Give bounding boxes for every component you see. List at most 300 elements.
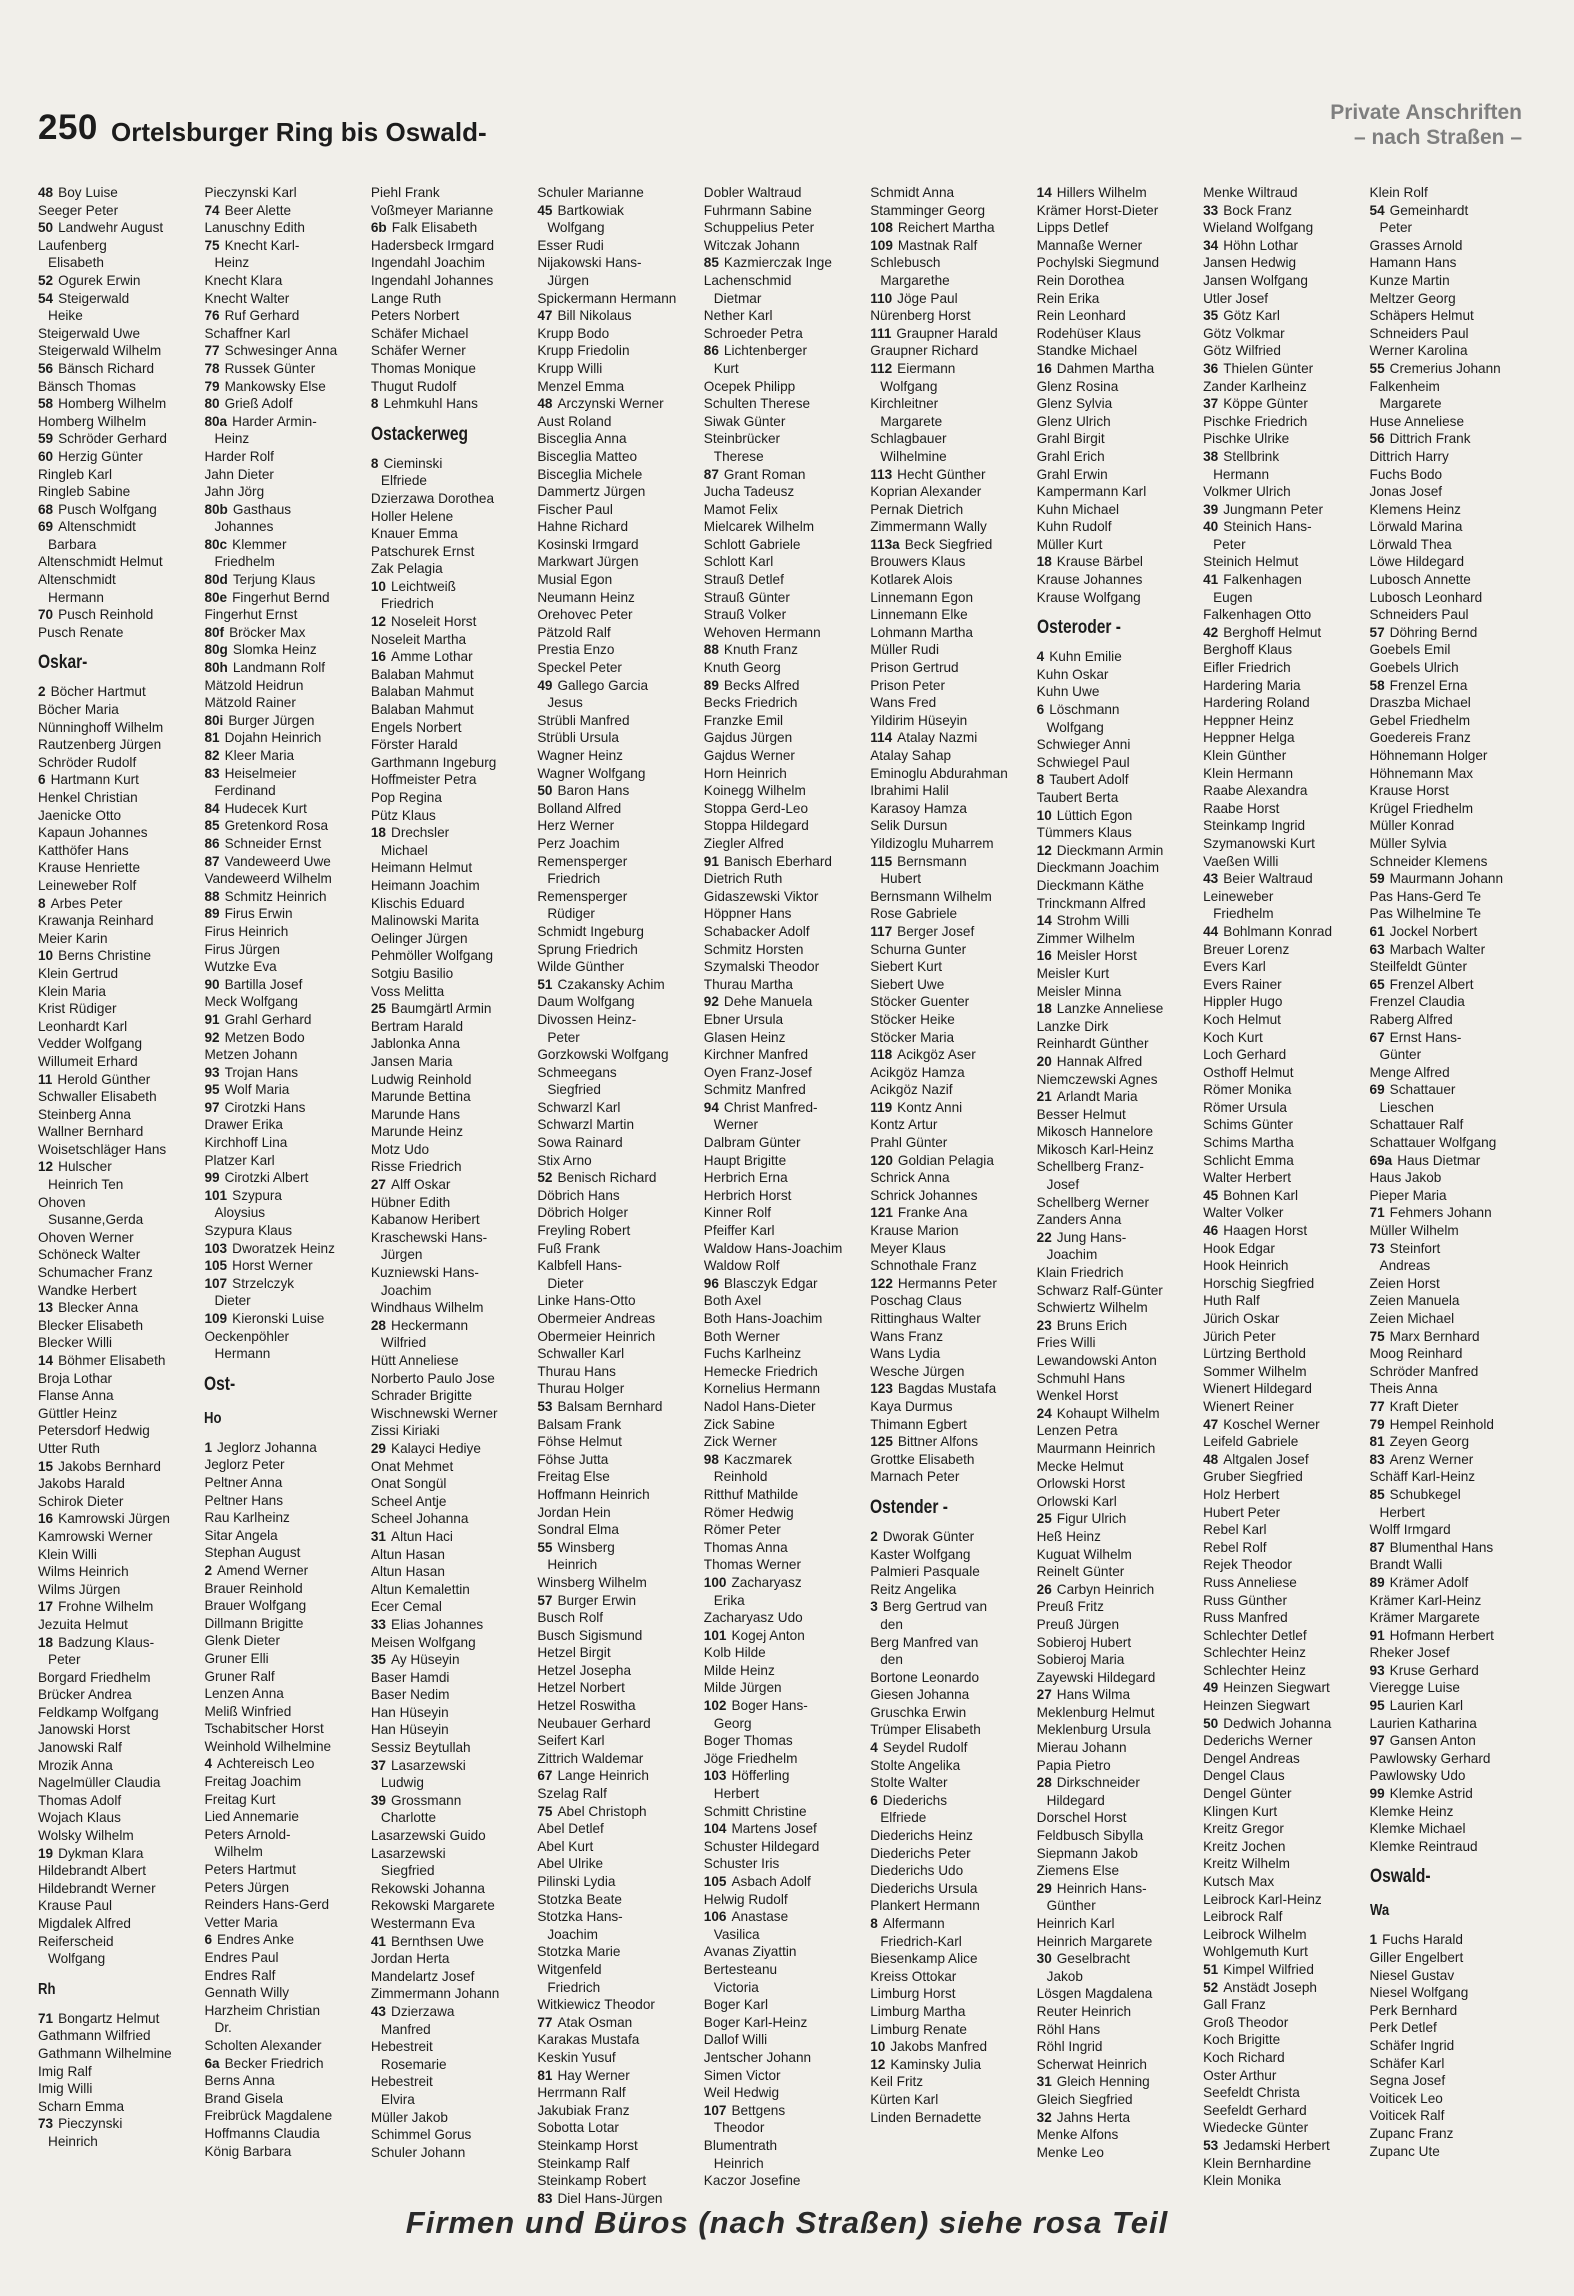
directory-entry [537,800,697,818]
resident-name: Holler Helene [370,508,454,524]
directory-entry [870,1985,1030,2003]
directory-entry [371,1194,531,1212]
house-number: 85 [1369,1486,1385,1502]
directory-entry [870,1099,1030,1117]
directory-entry [204,1222,364,1240]
resident-name: Wans Lydia [870,1346,941,1362]
entry-continuation [1370,1257,1530,1275]
directory-entry [537,1767,697,1785]
resident-name: Jakobs Bernhard [58,1458,161,1474]
resident-name: Atak Osman [557,2014,633,2030]
resident-name: Gretenkord Rosa [224,818,329,834]
directory-entry [371,395,531,413]
resident-name: Linke Hans-Otto [537,1293,636,1309]
resident-name: Hulscher [58,1159,112,1175]
resident-name: Siegfried [380,1863,435,1879]
directory-entry [204,1046,364,1064]
directory-entry [38,1686,198,1704]
directory-entry [537,290,697,308]
directory-entry [1370,1292,1530,1310]
resident-name: Jungmann Peter [1223,501,1323,517]
resident-name: Gebel Friedhelm [1369,712,1471,728]
resident-name: Klemens Heinz [1369,501,1461,517]
house-number: 79 [1369,1416,1385,1432]
resident-name: Friedrich-Karl [880,1933,962,1949]
resident-name: Russ Anneliese [1203,1574,1297,1590]
directory-entry [38,290,198,308]
house-number: 95 [1369,1698,1385,1714]
directory-entry [1370,1433,1530,1451]
resident-name: Risse Friedrich [370,1159,462,1175]
directory-entry [38,1194,198,1212]
resident-name: Selik Dursun [870,818,948,834]
house-number: 86 [204,835,220,851]
directory-entry [371,2038,531,2056]
directory-entry [204,1011,364,1029]
directory-entry [704,1732,864,1750]
directory-entry [38,842,198,860]
resident-name: Holz Herbert [1203,1486,1280,1502]
directory-entry [38,1123,198,1141]
resident-name: Abel Detlef [537,1821,604,1837]
resident-name: Gajdus Werner [703,748,795,763]
resident-name: Lehmkuhl Hans [383,396,478,412]
directory-entry [1037,1053,1197,1071]
house-number: 77 [537,2014,553,2030]
resident-name: Leineweber [1203,888,1274,904]
resident-name: Meisler Minna [1036,983,1122,999]
entry-continuation [704,448,864,466]
directory-entry [1203,1662,1363,1680]
directory-entry [870,466,1030,484]
resident-name: Gathmann Wilfried [38,2028,151,2044]
directory-entry [38,1229,198,1247]
house-number: 18 [370,825,386,841]
directory-entry [1370,641,1530,659]
directory-entry [537,1697,697,1715]
entry-continuation [371,842,531,860]
directory-entry [1203,1679,1363,1697]
entry-continuation [1037,1246,1197,1264]
directory-entry [537,1785,697,1803]
directory-entry [1370,694,1530,712]
resident-name: Knuth Franz [723,642,798,658]
entry-continuation [870,378,1030,396]
resident-name: Wesche Jürgen [870,1363,965,1379]
directory-entry [537,1099,697,1117]
resident-name: Voßmeyer Marianne [370,202,494,218]
resident-name: Breuer Lorenz [1203,941,1290,957]
directory-entry [1203,2119,1363,2137]
resident-name: Römer Monika [1203,1082,1292,1098]
resident-name: Höfferling [731,1768,790,1784]
resident-name: Kuzniewski Hans- [370,1265,479,1281]
directory-entry [1037,1774,1197,1792]
directory-entry [1037,877,1197,895]
resident-name: Krupp Bodo [537,325,610,341]
resident-name: Ludwig Reinhold [370,1071,472,1087]
house-number: 59 [38,431,54,447]
resident-name: Lipps Detlef [1036,220,1109,236]
resident-name: Menzel Emma [537,378,625,394]
directory-entry [1203,219,1363,237]
resident-name: Seifert Karl [537,1733,605,1749]
resident-name: Krupp Willi [537,360,603,376]
resident-name: Bittner Alfons [897,1434,979,1450]
entry-continuation [537,272,697,290]
entry-continuation [38,536,198,554]
directory-column [1037,184,1197,2207]
house-number: 58 [1369,677,1385,693]
resident-name: Volkmer Ulrich [1203,484,1291,500]
directory-entry [537,1891,697,1909]
resident-name: Taubert Berta [1036,790,1119,805]
directory-entry [537,2102,697,2120]
directory-entry [1203,677,1363,695]
resident-name: Jakobs Harald [38,1476,125,1492]
resident-name: Divossen Heinz- [537,1011,637,1027]
directory-entry [1370,360,1530,378]
directory-entry [870,1669,1030,1687]
resident-name: Krause Wolfgang [1036,589,1141,605]
directory-entry [38,1088,198,1106]
directory-entry [870,1792,1030,1810]
resident-name: Kalbfell Hans- [537,1258,622,1274]
resident-name: Jesus [547,695,583,711]
house-number: 94 [703,1099,719,1115]
resident-name: Gruner Ralf [204,1668,275,1684]
house-number: 58 [38,396,54,412]
resident-name: Hay Werner [557,2067,630,2083]
resident-name: Pfeiffer Karl [703,1223,775,1239]
resident-name: Zacharyasz [731,1574,802,1590]
resident-name: Milde Jürgen [703,1680,782,1696]
house-number: 103 [204,1240,228,1256]
directory-entry [38,1598,198,1616]
directory-entry [1203,1644,1363,1662]
resident-name: Voiticek Leo [1369,2090,1443,2106]
directory-entry [704,694,864,712]
directory-entry [371,1897,531,1915]
directory-entry [38,965,198,983]
resident-name: Knecht Klara [204,272,283,288]
resident-name: Jedamski Herbert [1223,2137,1330,2153]
entry-continuation [1037,1176,1197,1194]
resident-name: Ringleb Karl [38,466,113,482]
directory-entry [870,1950,1030,1968]
resident-name: Mankowsky Else [224,378,326,394]
resident-name: Kaminsky Julia [890,2056,981,2072]
resident-name: Marunde Heinz [370,1124,464,1140]
house-number: 1 [204,1439,212,1455]
resident-name: Sotgiu Basilio [370,965,454,981]
directory-entry [1037,930,1197,948]
resident-name: Schmidt Ingeburg [537,923,644,939]
resident-name: Yildirim Hüseyin [870,712,968,728]
directory-entry [704,378,864,396]
directory-entry [371,1352,531,1370]
resident-name: Dietmar [713,290,762,306]
directory-entry [537,1134,697,1152]
resident-name: Marnach Peter [870,1469,960,1485]
resident-name: Daum Wolfgang [537,994,635,1010]
resident-name: Mätzold Rainer [204,695,296,711]
resident-name: Reinhold [713,1469,768,1485]
resident-name: Schmidt Anna [870,185,955,200]
directory-entry [204,536,364,554]
resident-name: Thurau Holger [537,1381,625,1397]
resident-name: Scholten Alexander [204,2037,322,2053]
directory-entry [371,1845,531,1863]
directory-entry [1370,1468,1530,1486]
directory-entry [1037,2056,1197,2074]
resident-name: Bohnen Karl [1223,1187,1299,1203]
resident-name: Heimann Joachim [370,877,480,893]
resident-name: Nether Karl [703,308,773,324]
resident-name: Drawer Erika [204,1117,283,1133]
resident-name: Wenkel Horst [1036,1388,1118,1404]
directory-entry [870,1011,1030,1029]
house-number: 101 [703,1627,727,1643]
resident-name: Mastnak Ralf [897,237,978,253]
entry-continuation [537,1979,697,1997]
directory-entry [1370,1116,1530,1134]
resident-name: Jakobs Manfred [890,2039,988,2055]
resident-name: Dietrich Ruth [703,871,783,887]
directory-entry [1370,993,1530,1011]
resident-name: Dieter [214,1293,251,1309]
house-number: 13 [38,1300,54,1316]
resident-name: Wilde Günther [537,959,625,975]
resident-name: Endres Anke [217,1932,295,1948]
resident-name: Pawlowsky Udo [1369,1768,1466,1784]
directory-entry [1370,2019,1530,2037]
resident-name: Menke Leo [1036,2144,1104,2160]
entry-continuation [1370,395,1530,413]
directory-entry [1037,1546,1197,1564]
house-number: 56 [1369,431,1385,447]
resident-name: Mätzold Heidrun [204,677,304,693]
entry-continuation [38,1211,198,1229]
directory-entry [1037,1299,1197,1317]
resident-name: Leineweber Rolf [38,877,137,893]
directory-entry [204,290,364,308]
directory-entry [1203,923,1363,941]
directory-entry [38,1405,198,1423]
directory-entry [204,694,364,712]
directory-entry [38,624,198,642]
house-number: 10 [1036,807,1052,823]
directory-entry [38,1792,198,1810]
directory-entry [371,254,531,272]
directory-entry [870,1310,1030,1328]
entry-continuation [38,254,198,272]
directory-entry [1370,1345,1530,1363]
resident-name: Föhse Helmut [537,1434,622,1450]
house-number: 17 [38,1599,54,1615]
directory-entry [1203,1046,1363,1064]
resident-name: Heinz [214,255,250,271]
resident-name: Glenz Rosina [1036,378,1119,394]
house-number: 12 [370,614,386,630]
resident-name: Rosemarie [380,2056,447,2072]
directory-entry [1203,2084,1363,2102]
directory-entry [1203,342,1363,360]
directory-entry [870,1398,1030,1416]
house-number: 16 [38,1511,54,1527]
entry-continuation [371,1862,531,1880]
directory-entry [1037,1229,1197,1247]
directory-entry [870,1634,1030,1652]
resident-name: Dzierzawa Dorothea [370,490,495,506]
directory-entry [1370,1204,1530,1222]
house-number: 20 [1036,1053,1052,1069]
resident-name: Leibrock Karl-Heinz [1203,1891,1322,1907]
directory-entry [704,1891,864,1909]
resident-name: Reinhardt Günther [1036,1036,1149,1052]
directory-entry [1370,835,1530,853]
resident-name: Pischke Friedrich [1203,413,1308,429]
resident-name: Walter Herbert [1203,1170,1291,1186]
resident-name: Stoppa Gerd-Leo [703,800,809,816]
directory-entry [870,1292,1030,1310]
resident-name: Koprian Alexander [870,484,982,500]
resident-name: Platzer Karl [204,1152,275,1168]
directory-entry [870,553,1030,571]
resident-name: Altun Haci [391,1528,453,1544]
directory-entry [870,1152,1030,1170]
house-number: 52 [1203,1979,1219,1995]
entry-continuation [704,2119,864,2137]
directory-entry [704,501,864,519]
resident-name: Schimmel Gorus [370,2127,472,2143]
resident-name: Schäff Karl-Heinz [1369,1469,1476,1485]
resident-name: Vedder Wolfgang [38,1036,143,1052]
directory-entry [1203,1979,1363,1997]
resident-name: Orlowski Horst [1036,1476,1126,1492]
directory-entry [1370,888,1530,906]
directory-entry [870,1563,1030,1581]
resident-name: Wolfgang [547,220,605,236]
house-number: 40 [1203,519,1219,535]
resident-name: Atalay Sahap [870,748,952,763]
resident-name: Balaban Mahmut [370,684,474,700]
directory-entry [1370,1451,1530,1469]
resident-name: Acikgöz Nazif [870,1082,953,1098]
directory-entry [537,659,697,677]
resident-name: Firus Erwin [224,906,293,922]
resident-name: Arbes Peter [50,895,123,911]
resident-name: Werner [713,1117,759,1133]
resident-name: Szymalski Theodor [703,959,820,975]
resident-name: Neumann Heinz [537,589,635,605]
entry-continuation [704,1116,864,1134]
directory-entry [1370,782,1530,800]
resident-name: Heike [48,308,83,324]
directory-entry [704,1064,864,1082]
directory-entry [537,1204,697,1222]
directory-entry [537,1398,697,1416]
directory-entry [38,1370,198,1388]
directory-entry [1203,1328,1363,1346]
entry-continuation [371,1282,531,1300]
resident-name: Scharn Emma [38,2098,125,2114]
directory-entry [870,2073,1030,2091]
directory-entry [1203,501,1363,519]
directory-entry [704,1556,864,1574]
directory-entry [371,1634,531,1652]
resident-name: Krämer Karl-Heinz [1369,1592,1482,1608]
entry-continuation [371,1246,531,1264]
directory-entry [38,2115,198,2133]
directory-entry [537,1732,697,1750]
house-number: 27 [370,1177,386,1193]
directory-entry [1037,430,1197,448]
resident-name: Jansen Hedwig [1203,255,1297,271]
directory-entry [204,853,364,871]
resident-name: Dworatzek Heinz [232,1240,335,1256]
directory-entry [371,1018,531,1036]
directory-entry [537,1609,697,1627]
directory-column [371,184,531,2207]
directory-entry [204,870,364,888]
resident-name: Niemczewski Agnes [1036,1071,1158,1087]
entry-continuation [704,290,864,308]
resident-name: Tümmers Klaus [1036,825,1132,841]
resident-name: Karasoy Hamza [870,800,967,816]
house-number: 39 [1203,501,1219,517]
resident-name: Dengel Günter [1203,1786,1292,1802]
directory-entry [204,765,364,783]
directory-entry [704,1398,864,1416]
resident-name: Döhring Bernd [1389,624,1478,640]
directory-entry [1370,1240,1530,1258]
directory-entry [1370,1486,1530,1504]
resident-name: Fries Willi [1036,1335,1096,1351]
directory-entry [1037,219,1197,237]
resident-name: Strauß Günter [703,589,790,605]
house-number: 108 [870,220,893,236]
directory-entry [371,1686,531,1704]
house-number: 50 [38,220,54,236]
house-number: 85 [204,818,220,834]
resident-name: Winsberg Wilhelm [537,1574,647,1590]
resident-name: Heinrich [48,2133,98,2149]
resident-name: Martens Josef [731,1821,817,1837]
house-number: 91 [703,853,719,869]
resident-name: Balaban Mahmut [370,666,474,682]
resident-name: Hoffmanns Claudia [204,2125,320,2141]
resident-name: Maurmann Johann [1389,871,1504,887]
directory-entry [1037,895,1197,913]
directory-entry [38,1334,198,1352]
resident-name: Schabacker Adolf [703,923,810,939]
resident-name: Hardering Maria [1203,677,1301,693]
directory-entry [1037,1528,1197,1546]
resident-name: Wilms Heinrich [38,1564,129,1580]
house-number: 48 [38,185,54,200]
resident-name: Herzig Günter [58,448,143,464]
resident-name: Pop Regina [370,790,442,805]
directory-entry [1203,1416,1363,1434]
entry-continuation [870,1651,1030,1669]
resident-name: Rose Gabriele [870,906,958,922]
directory-entry [38,1246,198,1264]
directory-entry [1037,1510,1197,1528]
entry-continuation [537,1926,697,1944]
resident-name: Koch Helmut [1203,1011,1281,1027]
directory-entry [1203,553,1363,571]
